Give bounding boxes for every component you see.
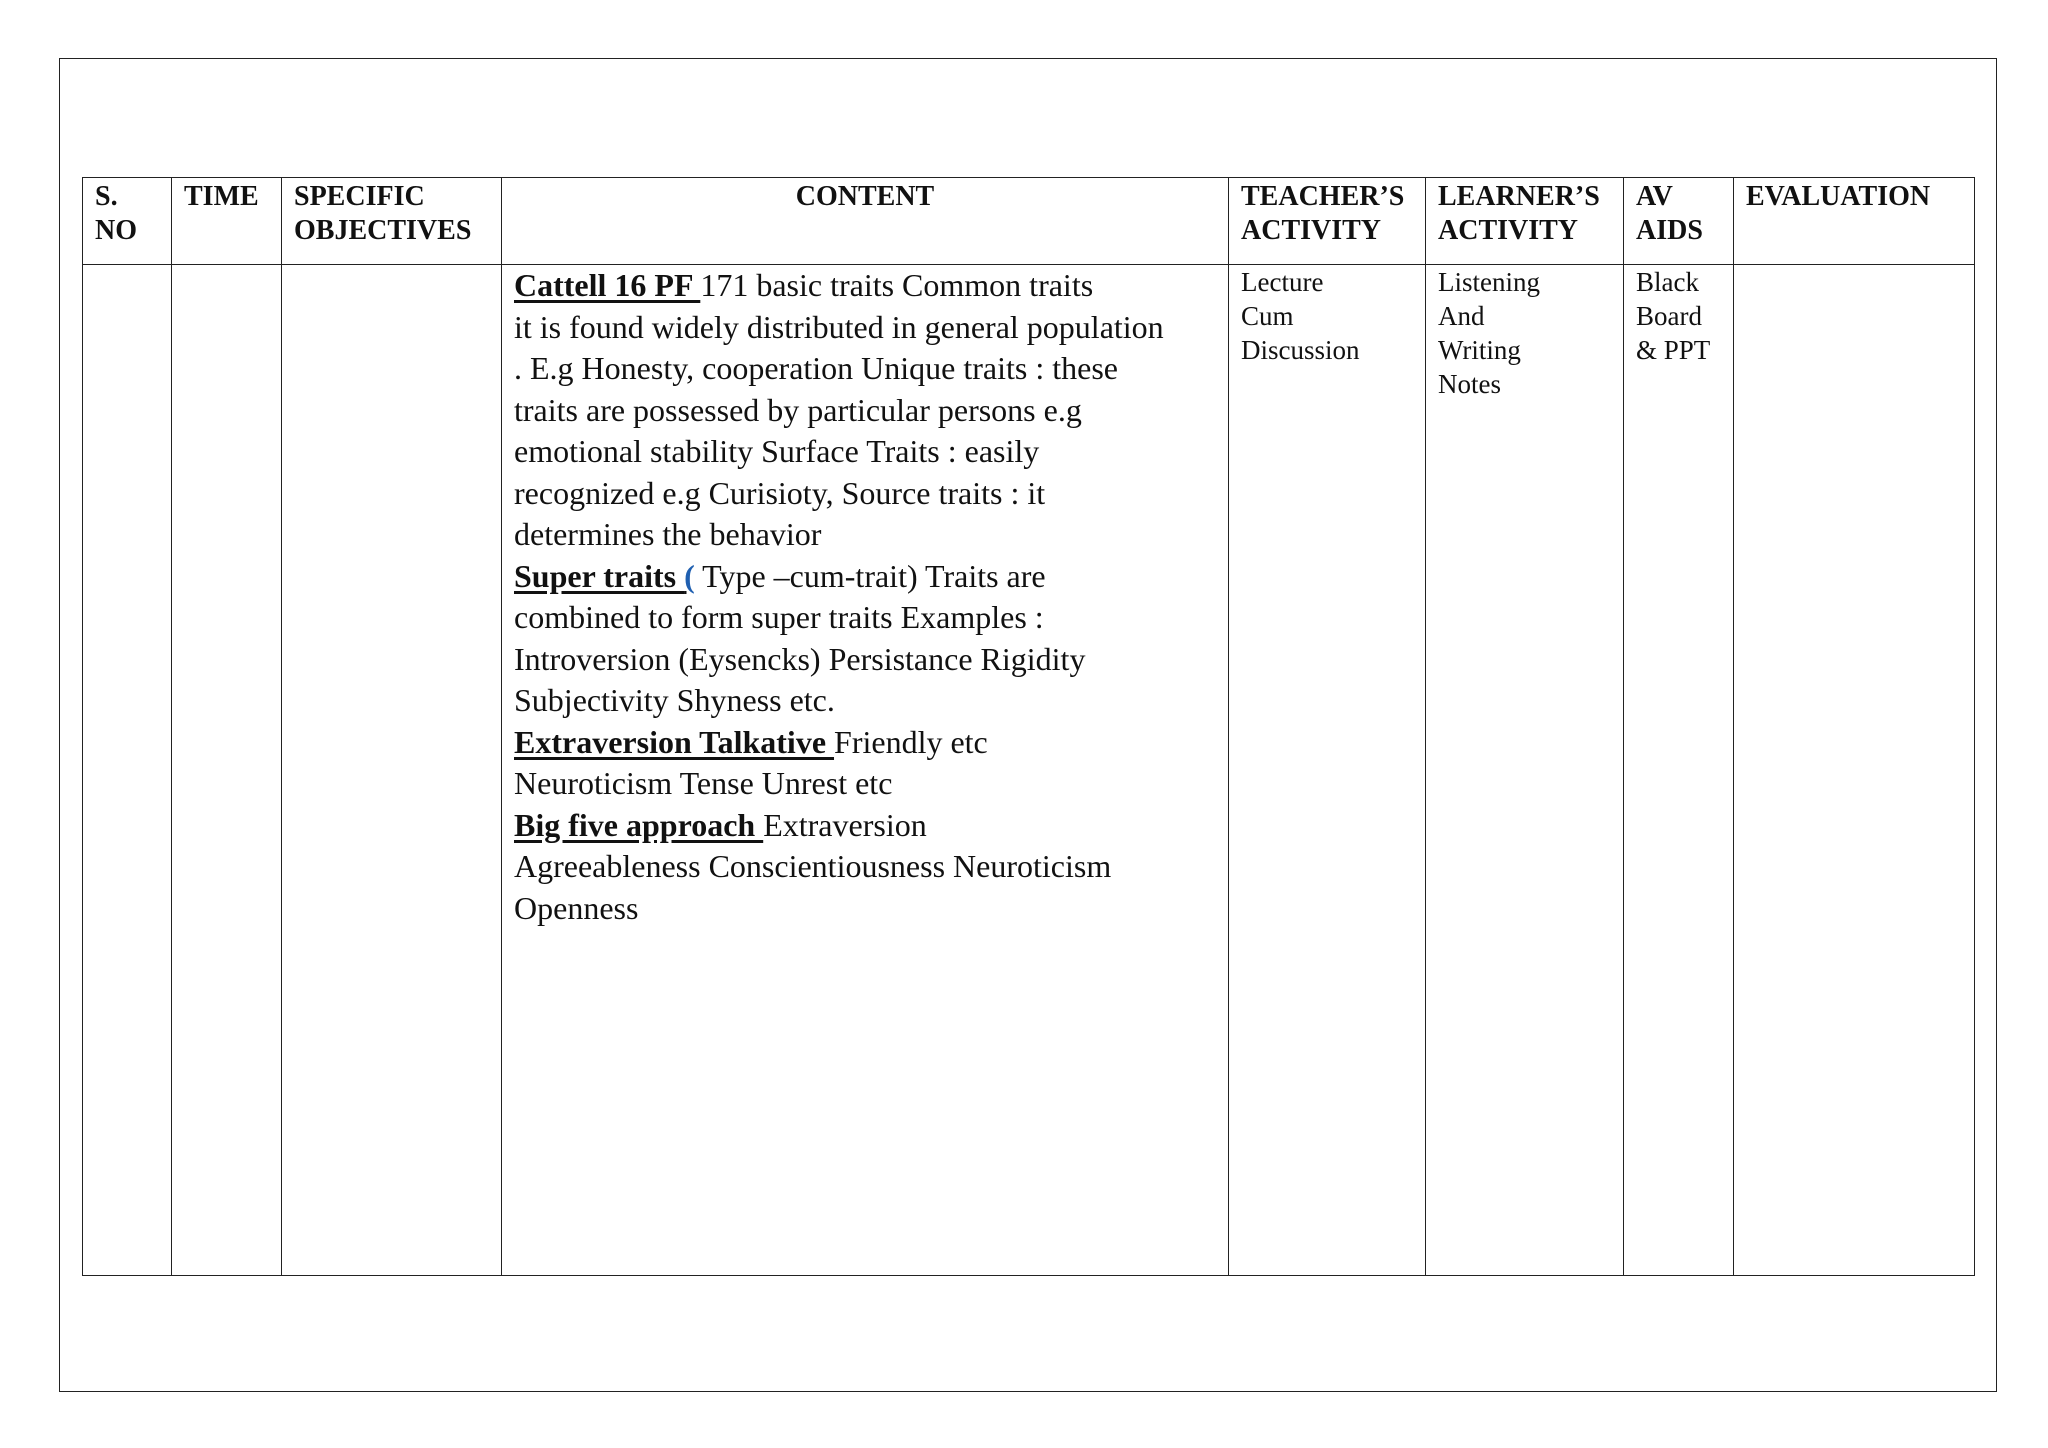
header-teachers-activity: TEACHER’S ACTIVITY [1229,178,1426,265]
content-line: Extraversion Talkative Friendly etc [514,723,988,760]
table-row [83,265,1975,1276]
lesson-plan-table [82,177,1975,1276]
content-line: recognized e.g Curisioty, Source traits : it [514,474,1046,511]
header-specific-objectives: SPECIFIC OBJECTIVES [282,178,502,265]
heading-big-five: Big five approach [514,806,764,843]
content-line: emotional stability Surface Traits : easily [514,433,1040,469]
cell-learner-activity: Listening And Writing Notes [1426,265,1624,1276]
header-learners-activity: LEARNER’S ACTIVITY [1426,178,1624,265]
header-evaluation: EVALUATION [1734,178,1975,265]
heading-super-traits: Super traits [514,557,685,594]
header-sno: S. NO [83,178,172,265]
heading-extraversion: Extraversion Talkative [514,723,835,760]
content-line: determines the behavior [514,516,822,552]
header-content: CONTENT [502,178,1229,265]
cell-teacher-activity: Lecture Cum Discussion [1229,265,1426,1276]
content-line: . E.g Honesty, cooperation Unique traits : these [514,350,1118,386]
cell-av-aids: Black Board & PPT [1624,265,1734,1276]
cell-objectives [282,265,502,1276]
content-line: Introversion (Eysencks) Persistance Rigidity [514,640,1086,677]
heading-cattell: Cattell 16 PF [514,267,701,303]
cell-time [172,265,282,1276]
header-row [83,178,1975,265]
content-line: Cattell 16 PF 171 basic traits Common traits [514,267,1094,303]
content-line: Subjectivity Shyness etc. [514,682,835,718]
cell-evaluation [1734,265,1975,1276]
cell-content [502,265,1229,1276]
header-av-aids: AV AIDS [1624,178,1734,265]
content-line: combined to form super traits Examples : [514,599,1044,635]
content-line: Super traits ( Type –cum-trait) Traits are [514,557,1046,594]
header-time: TIME [172,178,282,265]
content-line: Big five approach Extraversion [514,806,927,843]
content-line: traits are possessed by particular persons e.g [514,391,1082,428]
content-line: Neuroticism Tense Unrest etc [514,765,893,801]
content-line: Openness [514,889,639,926]
content-line: Agreeableness Conscientiousness Neuroticism [514,848,1112,884]
cell-sno [83,265,172,1276]
content-line: it is found widely distributed in general population [514,308,1164,345]
